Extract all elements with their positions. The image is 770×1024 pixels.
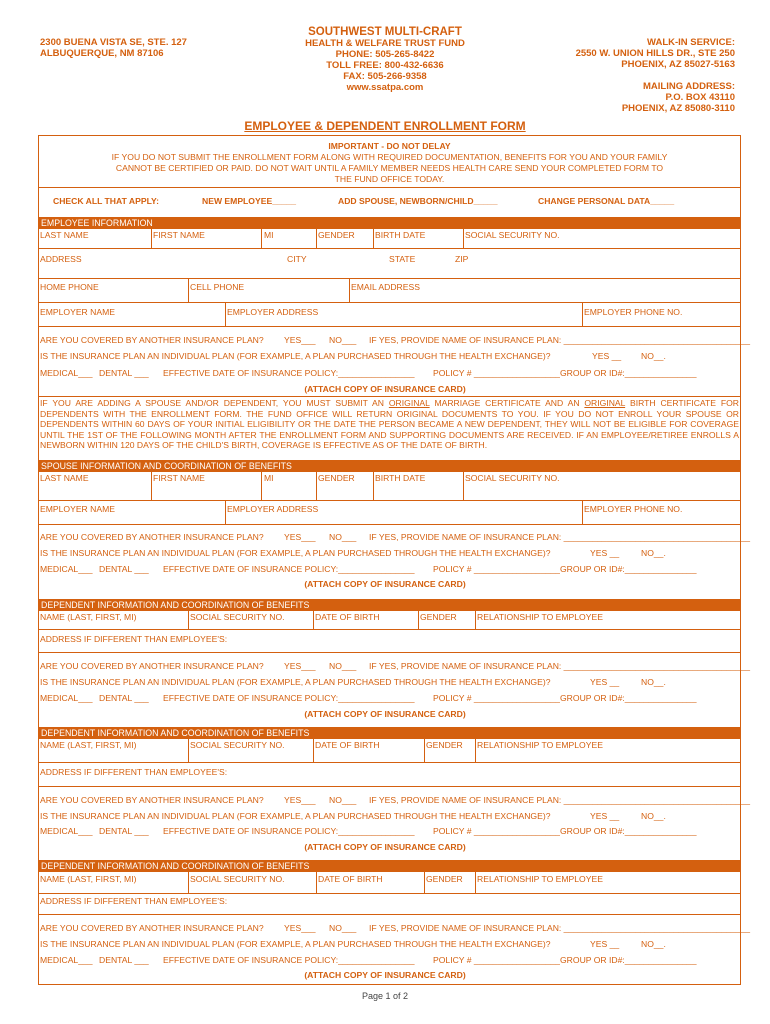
emp-covered-no[interactable]: NO___ [329, 335, 357, 345]
dep2-ssn-label: SOCIAL SECURITY NO. [190, 740, 285, 750]
dep2-individual-question: IS THE INSURANCE PLAN AN INDIVIDUAL PLAN (FOR EXAMPLE, A PLAN PURCHASED THROUGH THE HEALTH EXCHANGE)? [40, 811, 551, 821]
dep2-dob-label: DATE OF BIRTH [315, 740, 380, 750]
sp-last-name-label: LAST NAME [40, 473, 89, 483]
spouse-instructions-part3: BIRTH CERTIFICATE FOR DEPENDENTS WITH THE ENROLLMENT FORM. THE FUND OFFICE WILL RETURN ORIGINAL DOCUMENTS TO YOU. IF YOU DO NOT ENROLL YOUR SPOUSE OR DEPENDENTS WITHIN 60 DAYS OF YOUR INITIAL ELIGIBILITY OR THE DATE THE PERSON BECAME A NEW DEPENDENT, THEY WILL NOT BE ELIGIBLE FOR COVERAGE UNTIL THE 1ST OF THE FOLLOWING MONTH AFTER THE ENROLLMENT FORM AND SUPPORTING DOCUMENTS ARE RECEIVED. IF AN EMPLOYEE/RETIREE ENROLLS A NEWBORN WITHIN 120 DAYS OF THE CHILD'S BIRTH, COVERAGE IS EFFECTIVE AS OF THE DATE OF BIRTH. [40, 398, 739, 451]
org-phone: PHONE: 505-265-8422 [335, 49, 435, 60]
important-heading: IMPORTANT - DO NOT DELAY [328, 141, 451, 151]
emp-zip-label: ZIP [455, 254, 469, 264]
emp-individual-no[interactable]: NO__. [641, 351, 666, 361]
sp-covered-yes[interactable]: YES___ [284, 532, 316, 542]
emp-email-label: EMAIL ADDRESS [351, 282, 420, 292]
emp-plan-name[interactable]: IF YES, PROVIDE NAME OF INSURANCE PLAN: _______________________________________ [369, 335, 751, 345]
org-name: SOUTHWEST MULTI-CRAFT [308, 26, 462, 38]
dep1-name-label: NAME (LAST, FIRST, MI) [40, 612, 137, 622]
walkin-line2: PHOENIX, AZ 85027-5163 [621, 59, 735, 70]
dep3-individual-no[interactable]: NO__. [641, 939, 666, 949]
mailing-line1: P.O. BOX 43110 [665, 92, 735, 103]
sp-individual-no[interactable]: NO__. [641, 548, 666, 558]
dep3-name-label: NAME (LAST, FIRST, MI) [40, 874, 137, 884]
sp-individual-yes[interactable]: YES __ [590, 548, 620, 558]
dep1-individual-no[interactable]: NO__. [641, 677, 666, 687]
emp-medical[interactable]: MEDICAL___ [40, 368, 93, 378]
emp-effective-date[interactable]: EFFECTIVE DATE OF INSURANCE POLICY:________________ [163, 368, 415, 378]
dep2-group-id[interactable]: GROUP OR ID#:_______________ [560, 826, 697, 836]
sp-attach-card: (ATTACH COPY OF INSURANCE CARD) [304, 579, 466, 589]
mailing-label: MAILING ADDRESS: [642, 81, 735, 92]
dep1-plan-name[interactable]: IF YES, PROVIDE NAME OF INSURANCE PLAN: _______________________________________ [369, 661, 751, 671]
dep2-relationship-label: RELATIONSHIP TO EMPLOYEE [477, 740, 603, 750]
dep1-individual-yes[interactable]: YES __ [590, 677, 620, 687]
sp-employer-name-label: EMPLOYER NAME [40, 504, 115, 514]
dep1-relationship-label: RELATIONSHIP TO EMPLOYEE [477, 612, 603, 622]
emp-first-name-label: FIRST NAME [153, 230, 205, 240]
dep3-individual-question: IS THE INSURANCE PLAN AN INDIVIDUAL PLAN (FOR EXAMPLE, A PLAN PURCHASED THROUGH THE HEALTH EXCHANGE)? [40, 939, 551, 949]
dep1-ssn-label: SOCIAL SECURITY NO. [190, 612, 285, 622]
original-emphasis-1: ORIGINAL [388, 398, 430, 408]
page-number: Page 1 of 2 [361, 991, 409, 1001]
fund-address-line2: ALBUQUERQUE, NM 87106 [40, 48, 164, 59]
sp-dental[interactable]: DENTAL ___ [99, 564, 149, 574]
fund-contact-center [235, 27, 535, 93]
sp-mi-label: MI [264, 473, 274, 483]
important-line1: IF YOU DO NOT SUBMIT THE ENROLLMENT FORM ALONG WITH REQUIRED DOCUMENTATION, BENEFITS FOR YOU AND YOUR FAMILY [111, 152, 668, 162]
emp-employer-name-label: EMPLOYER NAME [40, 307, 115, 317]
dep3-relationship-label: RELATIONSHIP TO EMPLOYEE [477, 874, 603, 884]
fund-address-left [40, 37, 187, 59]
org-subtitle: HEALTH & WELFARE TRUST FUND [305, 38, 465, 49]
emp-policy-number[interactable]: POLICY # __________________ [433, 368, 560, 378]
emp-employer-phone-label: EMPLOYER PHONE NO. [584, 307, 683, 317]
sp-first-name-label: FIRST NAME [153, 473, 205, 483]
dep3-individual-yes[interactable]: YES __ [590, 939, 620, 949]
dep3-covered-no[interactable]: NO___ [329, 923, 357, 933]
dep3-plan-name[interactable]: IF YES, PROVIDE NAME OF INSURANCE PLAN: _______________________________________ [369, 923, 751, 933]
dep2-medical[interactable]: MEDICAL___ [40, 826, 93, 836]
dep1-dental[interactable]: DENTAL ___ [99, 693, 149, 703]
emp-gender-label: GENDER [318, 230, 355, 240]
dep1-individual-question: IS THE INSURANCE PLAN AN INDIVIDUAL PLAN (FOR EXAMPLE, A PLAN PURCHASED THROUGH THE HEALTH EXCHANGE)? [40, 677, 551, 687]
dep2-gender-label: GENDER [426, 740, 463, 750]
sp-gender-label: GENDER [318, 473, 355, 483]
dep1-medical[interactable]: MEDICAL___ [40, 693, 93, 703]
emp-city-label: CITY [287, 254, 307, 264]
dep3-covered-question: ARE YOU COVERED BY ANOTHER INSURANCE PLAN? [40, 923, 264, 933]
emp-covered-question: ARE YOU COVERED BY ANOTHER INSURANCE PLAN? [40, 335, 264, 345]
dep2-covered-yes[interactable]: YES___ [284, 795, 316, 805]
dep2-individual-no[interactable]: NO__. [641, 811, 666, 821]
dep3-gender-label: GENDER [426, 874, 463, 884]
emp-individual-question: IS THE INSURANCE PLAN AN INDIVIDUAL PLAN (FOR EXAMPLE, A PLAN PURCHASED THROUGH THE HEALTH EXCHANGE)? [40, 351, 551, 361]
dep3-medical[interactable]: MEDICAL___ [40, 955, 93, 965]
emp-cell-phone-label: CELL PHONE [190, 282, 245, 292]
emp-state-label: STATE [389, 254, 416, 264]
dep3-group-id[interactable]: GROUP OR ID#:_______________ [560, 955, 697, 965]
dep2-attach-card: (ATTACH COPY OF INSURANCE CARD) [304, 842, 466, 852]
sp-employer-address-label: EMPLOYER ADDRESS [227, 504, 319, 514]
sp-individual-question: IS THE INSURANCE PLAN AN INDIVIDUAL PLAN (FOR EXAMPLE, A PLAN PURCHASED THROUGH THE HEALTH EXCHANGE)? [40, 548, 551, 558]
dep3-dob-label: DATE OF BIRTH [318, 874, 383, 884]
check-change-data[interactable]: CHANGE PERSONAL DATA_____ [538, 196, 675, 206]
dep1-covered-question: ARE YOU COVERED BY ANOTHER INSURANCE PLAN? [40, 661, 264, 671]
walkin-line1: 2550 W. UNION HILLS DR., STE 250 [575, 48, 735, 59]
sp-medical[interactable]: MEDICAL___ [40, 564, 93, 574]
check-all-label: CHECK ALL THAT APPLY: [53, 196, 159, 206]
dep3-attach-card: (ATTACH COPY OF INSURANCE CARD) [304, 970, 466, 980]
sp-employer-phone-label: EMPLOYER PHONE NO. [584, 504, 683, 514]
emp-covered-yes[interactable]: YES___ [284, 335, 316, 345]
dep1-covered-yes[interactable]: YES___ [284, 661, 316, 671]
dep1-attach-card: (ATTACH COPY OF INSURANCE CARD) [304, 709, 466, 719]
sp-group-id[interactable]: GROUP OR ID#:_______________ [560, 564, 697, 574]
emp-ssn-label: SOCIAL SECURITY NO. [465, 230, 560, 240]
sp-covered-no[interactable]: NO___ [329, 532, 357, 542]
dep3-effective-date[interactable]: EFFECTIVE DATE OF INSURANCE POLICY:________________ [163, 955, 415, 965]
sp-effective-date[interactable]: EFFECTIVE DATE OF INSURANCE POLICY:________________ [163, 564, 415, 574]
dep2-effective-date[interactable]: EFFECTIVE DATE OF INSURANCE POLICY:________________ [163, 826, 415, 836]
sp-plan-name[interactable]: IF YES, PROVIDE NAME OF INSURANCE PLAN: _______________________________________ [369, 532, 751, 542]
dep1-dob-label: DATE OF BIRTH [315, 612, 380, 622]
dep3-ssn-label: SOCIAL SECURITY NO. [190, 874, 285, 884]
important-line3: THE FUND OFFICE TODAY. [334, 174, 445, 184]
spouse-instructions-part2: MARRIAGE CERTIFICATE AND AN [429, 398, 585, 408]
sp-birth-date-label: BIRTH DATE [375, 473, 426, 483]
dep3-address-label: ADDRESS IF DIFFERENT THAN EMPLOYEE'S: [40, 896, 228, 906]
dependent-3-bar: DEPENDENT INFORMATION AND COORDINATION OF BENEFITS [38, 860, 741, 872]
dep1-covered-no[interactable]: NO___ [329, 661, 357, 671]
fund-address-right [495, 37, 735, 114]
org-fax: FAX: 505-266-9358 [343, 71, 427, 82]
dep1-policy-number[interactable]: POLICY # __________________ [433, 693, 560, 703]
sp-ssn-label: SOCIAL SECURITY NO. [465, 473, 560, 483]
important-line2: CANNOT BE CERTIFIED OR PAID. DO NOT WAIT UNTIL A FAMILY MEMBER NEEDS HEALTH CARE SEND YOUR COMPLETED FORM TO [115, 163, 664, 173]
org-website[interactable]: www.ssatpa.com [346, 82, 424, 93]
emp-individual-yes[interactable]: YES __ [592, 351, 622, 361]
dep2-covered-question: ARE YOU COVERED BY ANOTHER INSURANCE PLAN? [40, 795, 264, 805]
emp-attach-card: (ATTACH COPY OF INSURANCE CARD) [304, 384, 466, 394]
emp-group-id[interactable]: GROUP OR ID#:_______________ [560, 368, 697, 378]
walkin-label: WALK-IN SERVICE: [647, 37, 735, 48]
check-new-employee[interactable]: NEW EMPLOYEE_____ [202, 196, 297, 206]
dep3-covered-yes[interactable]: YES___ [284, 923, 316, 933]
dep1-group-id[interactable]: GROUP OR ID#:_______________ [560, 693, 697, 703]
important-notice [40, 141, 739, 185]
dep3-dental[interactable]: DENTAL ___ [99, 955, 149, 965]
dep2-dental[interactable]: DENTAL ___ [99, 826, 149, 836]
emp-dental[interactable]: DENTAL ___ [99, 368, 149, 378]
emp-birth-date-label: BIRTH DATE [375, 230, 426, 240]
spouse-instructions [40, 398, 739, 451]
emp-employer-address-label: EMPLOYER ADDRESS [227, 307, 319, 317]
dep3-policy-number[interactable]: POLICY # __________________ [433, 955, 560, 965]
dep1-address-label: ADDRESS IF DIFFERENT THAN EMPLOYEE'S: [40, 634, 228, 644]
fund-address-line1: 2300 BUENA VISTA SE, STE. 127 [40, 37, 187, 48]
org-toll-free: TOLL FREE: 800-432-6636 [326, 60, 444, 71]
dep2-covered-no[interactable]: NO___ [329, 795, 357, 805]
emp-mi-label: MI [264, 230, 274, 240]
check-add-spouse[interactable]: ADD SPOUSE, NEWBORN/CHILD_____ [338, 196, 498, 206]
employee-info-bar: EMPLOYEE INFORMATION [38, 217, 741, 229]
emp-last-name-label: LAST NAME [40, 230, 89, 240]
original-emphasis-2: ORIGINAL [584, 398, 626, 408]
sp-policy-number[interactable]: POLICY # __________________ [433, 564, 560, 574]
dep1-gender-label: GENDER [420, 612, 457, 622]
mailing-line2: PHOENIX, AZ 85080-3110 [621, 103, 735, 114]
emp-address-label: ADDRESS [40, 254, 82, 264]
dep2-policy-number[interactable]: POLICY # __________________ [433, 826, 560, 836]
dep2-name-label: NAME (LAST, FIRST, MI) [40, 740, 137, 750]
dep2-address-label: ADDRESS IF DIFFERENT THAN EMPLOYEE'S: [40, 767, 228, 777]
dependent-1-bar: DEPENDENT INFORMATION AND COORDINATION OF BENEFITS [38, 599, 741, 611]
sp-covered-question: ARE YOU COVERED BY ANOTHER INSURANCE PLAN? [40, 532, 264, 542]
dep1-effective-date[interactable]: EFFECTIVE DATE OF INSURANCE POLICY:________________ [163, 693, 415, 703]
form-title: EMPLOYEE & DEPENDENT ENROLLMENT FORM [244, 119, 526, 133]
dep2-individual-yes[interactable]: YES __ [590, 811, 620, 821]
dep2-plan-name[interactable]: IF YES, PROVIDE NAME OF INSURANCE PLAN: _______________________________________ [369, 795, 751, 805]
spouse-instructions-part1: IF YOU ARE ADDING A SPOUSE AND/OR DEPENDENT, YOU MUST SUBMIT AN [40, 398, 389, 408]
emp-home-phone-label: HOME PHONE [40, 282, 99, 292]
spouse-info-bar: SPOUSE INFORMATION AND COORDINATION OF BENEFITS [38, 460, 741, 472]
dependent-2-bar: DEPENDENT INFORMATION AND COORDINATION OF BENEFITS [38, 727, 741, 739]
